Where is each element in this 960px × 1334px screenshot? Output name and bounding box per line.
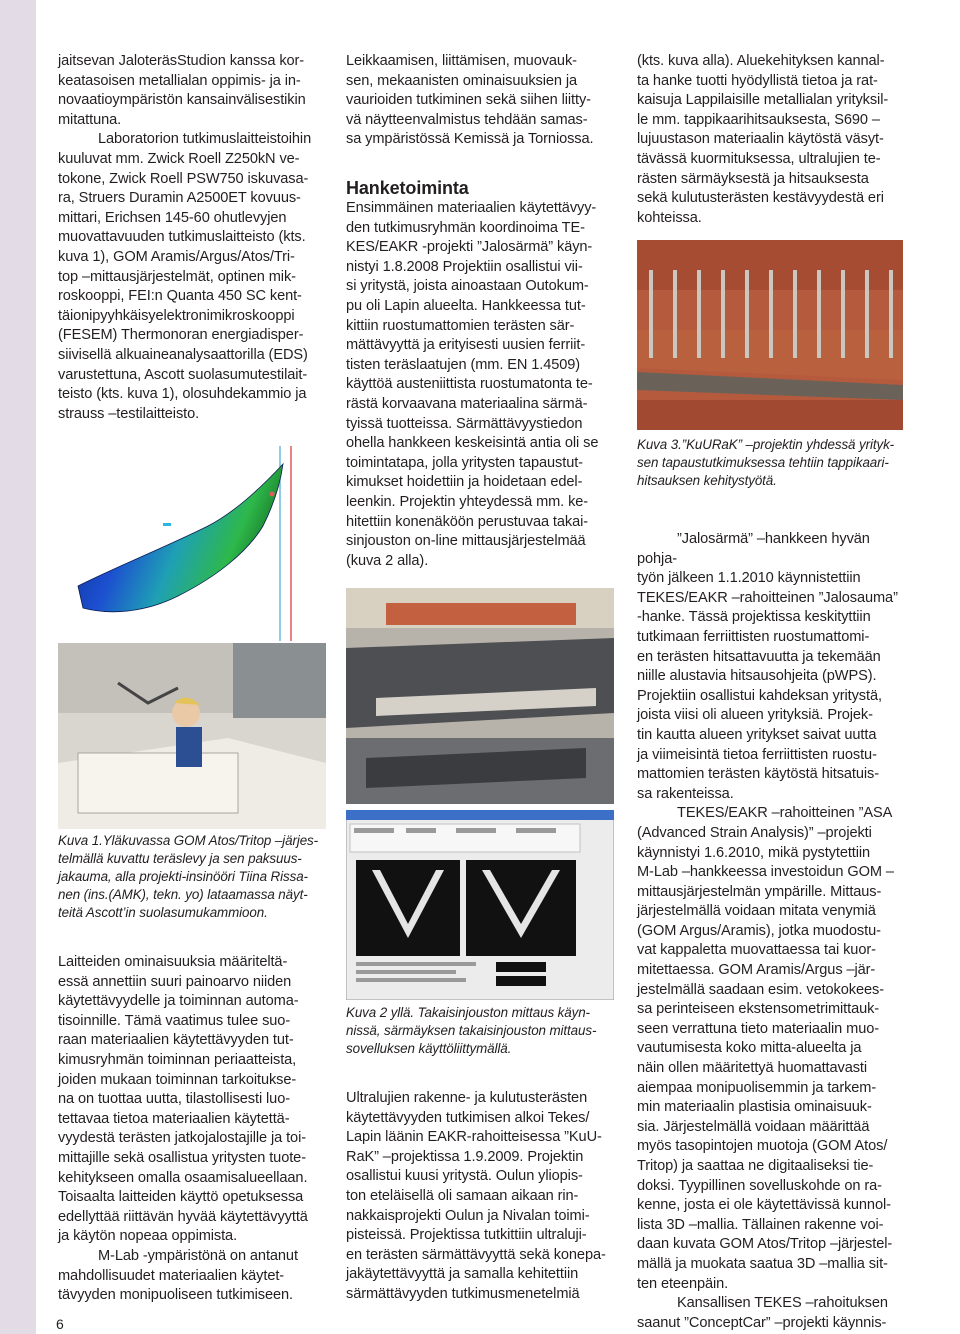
text-line: roskooppi, FEI:n Quanta 450 SC kent- <box>58 288 302 305</box>
text-line: aiempaa monipuolisemmin ja tarkem- <box>637 1079 877 1096</box>
text-line: ta hanke tuotti hyödyllistä tietoa ja rat- <box>637 72 878 89</box>
text-line: ra, Struers Duramin A2500ET kovuus- <box>58 190 301 207</box>
text-line: saanut ”ConceptCar” –projekti käynnis- <box>637 1314 887 1331</box>
text-line: kenne, josta ei ole käytettävissä kunnol- <box>637 1197 891 1214</box>
text-line: mittari, Erichsen 145-60 ohutlevyjen <box>58 209 287 226</box>
text-line: ”Jalosärmä” –hankkeen hyvän pohja- <box>637 531 870 567</box>
text-line: Ensimmäinen materiaalien käytettävyy- <box>346 200 597 216</box>
text-line: sinjouston on-line mittausjärjestelmää <box>346 533 586 550</box>
text-line: edellyttää riittävän hyvää käytettävyyttä <box>58 1208 308 1225</box>
text-line: särmättävyyden tutkimusmenetelmiä <box>346 1285 580 1302</box>
figure-1-caption <box>58 832 326 922</box>
text-line: kittiin ruostumattomien terästen sär- <box>346 317 575 334</box>
text-line: näin ollen määritettyä huomattavasti <box>637 1060 868 1077</box>
text-line: jakäytettävyyttä ja samalla kehitettiin <box>346 1266 579 1283</box>
text-line: vaurioiden tutkiminen sekä siihen liitty- <box>346 92 591 109</box>
text-line: (kuva 2 alla). <box>346 552 429 569</box>
text-line: mitattuna. <box>58 111 122 128</box>
text-line: kuuluvat mm. Zwick Roell Z250kN ve- <box>58 150 300 167</box>
text-line: teisto (kts. kuva 1), olosuhdekammio ja <box>58 386 307 403</box>
text-line: telmällä kuvattu teräslevy ja sen paksuus- <box>58 851 302 866</box>
text-line: ton eteläisellä oli samaan aikaan rin- <box>346 1187 579 1204</box>
text-line: Laboratorion tutkimuslaitteistoihin <box>98 131 312 148</box>
text-line: Ultralujien rakenne- ja kulutusterästen <box>346 1090 588 1106</box>
column-2-mid-text <box>346 199 615 571</box>
text-line: sekä kulutusterästen kestävyydestä eri <box>637 190 884 207</box>
text-line: käytettävyydelle ja toiminnan automa- <box>58 993 299 1010</box>
text-line: mattomien terästen käytöstä hitsatuis- <box>637 766 879 783</box>
text-line: rästä korvaavana materiaalina särmä- <box>346 395 588 412</box>
figure-3-caption <box>637 436 905 490</box>
text-line: toimintatapa, jolla yritysten tapaustut- <box>346 454 583 471</box>
text-line: na on tuottaa uutta, tilastollisesti luo- <box>58 1091 290 1108</box>
text-line: mittajille sekä osallistua yritysten tuote- <box>58 1149 306 1166</box>
text-line: osallistui kuusi yritystä. Oulun yliopis- <box>346 1168 583 1185</box>
text-line: essä annettiin suuri painoarvo niiden <box>58 973 292 990</box>
text-line: TEKES/EAKR –rahoitteinen ”ASA <box>677 805 893 822</box>
text-line: Leikkaamisen, liittämisen, muovauk- <box>346 53 577 69</box>
text-line: työn jälkeen 1.1.2010 käynnistettiin <box>637 570 861 587</box>
text-line: ja käytön nopeaa oppimista. <box>58 1228 238 1245</box>
text-line: kuva 1), GOM Aramis/Argus/Atos/Tri- <box>58 248 295 265</box>
text-line: tyissä tuotteissa. Särmättävyystiedon <box>346 415 583 432</box>
text-line: kohteissa. <box>637 209 702 226</box>
press-brake-photo <box>346 588 614 804</box>
text-line: RaK” –projektissa 1.9.2009. Projektin <box>346 1148 584 1165</box>
text-line: pisteissä. Projektissa tutkittiin ultraluji- <box>346 1227 587 1244</box>
text-line: daan kuvata GOM Atos/Tritop –järjestel- <box>637 1236 893 1253</box>
text-line: kimukset hoidettiin ja hoidetaan edel- <box>346 474 583 491</box>
column-3-bottom-text <box>637 530 905 1333</box>
text-line: tettavaa tietoa materiaalien käytettä- <box>58 1110 290 1127</box>
stud-welding-photo <box>637 240 903 430</box>
text-line: vat kappaletta muovattaessa tai kuor- <box>637 942 876 959</box>
text-line: kaisuja Lappilaisille metallialan yrityksil- <box>637 92 889 109</box>
text-line: keatasoisen metallialan oppimis- ja in- <box>58 72 301 89</box>
text-line: joiden mukaan toiminnan tarkoitukse- <box>58 1071 297 1088</box>
text-line: tin kautta alueen yritykset saivat uutta <box>637 726 877 743</box>
text-line: novaatioympäristön kansainvälisestikin <box>58 92 306 109</box>
text-line: Projektiin osallistui kahdeksan yritystä, <box>637 687 882 704</box>
text-line: min materiaalin plastisia ominaisuuk- <box>637 1099 872 1116</box>
text-line: sa perinteiseen ekstensometrimittauk- <box>637 1001 880 1018</box>
text-line: mittausjärjestelmän ympärille. Mittaus- <box>637 883 882 900</box>
text-line: tutkimaan ferriittisten ruostumattomi- <box>637 628 870 645</box>
text-line: tisoinnille. Tämä vaatimus tulee suo- <box>58 1012 291 1029</box>
text-line: joista viisi oli alueen yrityksiä. Projek- <box>637 707 873 724</box>
text-line: tisten teräslaatujen (mm. EN 1.4509) <box>346 356 581 373</box>
column-1-bottom-text <box>58 953 326 1306</box>
text-line: mättävyyttä ja erityisesti uusien ferriit- <box>346 337 586 354</box>
text-line: nen (ins.(AMK), tekn. yo) lataamassa näyt- <box>58 887 308 902</box>
text-line: myös tasopintojen muotoja (GOM Atos/ <box>637 1138 888 1155</box>
text-line: en terästen särmättävyyttä sekä konepa- <box>346 1246 606 1263</box>
text-line: vautumisesta koko mitta-alueelta ja <box>637 1040 862 1057</box>
text-line: tävässä kuormituksessa, ultralujien te- <box>637 150 881 167</box>
springback-software-screenshot <box>346 810 614 1000</box>
text-line: nakkaisprojekti Oulun ja Nivalan toimi- <box>346 1207 590 1224</box>
text-line: mällä ja muokata saatua 3D –mallia sit- <box>637 1255 888 1272</box>
text-line: niille alustavia hitsausohjeita (pWPS). <box>637 668 877 685</box>
text-line: nistyi 1.8.2008 Projektiin osallistui vii- <box>346 258 583 275</box>
text-line: ten eteenpäin. <box>637 1275 729 1292</box>
text-line: lista 3D –mallia. Tällainen rakenne voi- <box>637 1216 884 1233</box>
text-line: en terästen hitsattavuutta ja tekemään <box>637 648 881 665</box>
text-line: KES/EAKR -projekti ”Jalosärmä” käyn- <box>346 239 593 256</box>
text-line: jestelmällä saadaan esim. vetokokees- <box>637 981 884 998</box>
text-line: täionipyyhkäisyelektronimikroskooppi <box>58 307 295 324</box>
text-line: Kansallisen TEKES –rahoituksen <box>677 1295 888 1312</box>
text-line: lujuustason materiaalin käytöstä väsyt- <box>637 131 884 148</box>
text-line: sa ympäristössä Kemissä ja Torniossa. <box>346 131 594 148</box>
text-line: doksi. Tyypillinen sovelluskohde on ra- <box>637 1177 882 1194</box>
text-line: järjestelmällä voidaan mitata venymiä <box>637 903 876 920</box>
text-line: muovattavuuden tutkimuslaitteisto (kts. <box>58 229 306 246</box>
text-line: käynnistyi 1.6.2010, mikä pystytettiin <box>637 844 871 861</box>
text-line: sovelluksen käyttöliittymällä. <box>346 1041 512 1056</box>
text-line: jaitsevan JaloteräsStudion kanssa kor- <box>58 53 305 69</box>
text-line: le mm. tappikaarihitsauksesta, S690 – <box>637 111 880 128</box>
text-line: M-Lab –hankkeessa investoidun GOM – <box>637 864 894 881</box>
text-line: -hanke. Tässä projektissa keskityttiin <box>637 609 871 626</box>
column-3-top-text <box>637 52 905 228</box>
text-line: pu oli Lapin alueelta. Hankkeessa tut- <box>346 297 586 314</box>
text-line: strauss –testilaitteisto. <box>58 405 200 422</box>
text-line: sia. Järjestelmällä voidaan määrittää <box>637 1118 870 1135</box>
text-line: siivisellä alkuaineanalysaattorilla (EDS) <box>58 346 308 363</box>
text-line: tokone, Zwick Roell PSW750 iskuvasa- <box>58 170 309 187</box>
text-line: den tutkimusryhmän koordinoima TE- <box>346 219 585 236</box>
page-number: 6 <box>56 1316 64 1332</box>
text-line: top –mittausjärjestelmät, optinen mik- <box>58 268 296 285</box>
text-line: vyydestä terästen jatkojalostajille ja toi- <box>58 1130 306 1147</box>
text-line: sen, mekaanisten ominaisuuksien ja <box>346 72 578 89</box>
text-line: sen tapaustutkimuksessa tehtiin tappikaari- <box>637 455 889 470</box>
text-line: tävyyden monipuoliseen tutkimiseen. <box>58 1287 293 1304</box>
text-line: varustettuna, Ascott suolasumutestilait- <box>58 366 308 383</box>
text-line: mitettaessa. GOM Aramis/Argus –jär- <box>637 962 876 979</box>
text-line: si yritystä, joista ainoastaan Outokum- <box>346 278 589 295</box>
figure-2-caption <box>346 1004 615 1058</box>
text-line: M-Lab -ympäristönä on antanut <box>98 1247 298 1264</box>
text-line: kimusryhmän toiminnan periaatteista, <box>58 1051 297 1068</box>
text-line: hitsauksen kehitystyötä. <box>637 473 777 488</box>
text-line: Tritop) ja saattaa ne digitaaliseksi tie- <box>637 1158 874 1174</box>
text-line: (Advanced Strain Analysis)” –projekti <box>637 824 872 841</box>
text-line: vä näytteenvalmistus tehdään samas- <box>346 111 588 128</box>
column-2-bottom-text <box>346 1089 615 1305</box>
page-margin-band <box>0 0 36 1334</box>
column-1-top-text <box>58 52 326 424</box>
text-line: (GOM Argus/Aramis), jotka muodostu- <box>637 922 881 939</box>
text-line: (kts. kuva alla). Aluekehityksen kannal- <box>637 53 885 69</box>
text-line: teitä Ascott’in suolasumukammioon. <box>58 905 268 920</box>
text-line: (FESEM) Thermonoran energiadisper- <box>58 327 304 344</box>
text-line: leenkin. Projektin yhteydessä mm. ke- <box>346 493 589 510</box>
text-line: TEKES/EAKR –rahoitteinen ”Jalosauma” <box>637 589 898 606</box>
text-line: Kuva 1.Yläkuvassa GOM Atos/Tritop –järjes- <box>58 833 318 848</box>
text-line: Kuva 3.”KuURaK” –projektin yhdessä yrityk- <box>637 437 895 452</box>
column-2-top-text <box>346 52 615 150</box>
text-line: sa rakenteissa. <box>637 785 734 802</box>
text-line: ohella hankkeen keskeisintä antia oli se <box>346 435 599 452</box>
text-line: seen verrattuna tieto materiaalin muo- <box>637 1020 879 1037</box>
text-line: Kuva 2 yllä. Takaisinjouston mittaus käyn- <box>346 1005 590 1020</box>
text-line: rästen särmäyksestä ja hitsauksesta <box>637 170 869 187</box>
text-line: nissä, särmäyksen takaisinjouston mittaus- <box>346 1023 597 1038</box>
text-line: raan materiaalien käytettävyyden tut- <box>58 1032 294 1049</box>
text-line: Toisaalta laitteiden käyttö opetuksessa <box>58 1189 304 1206</box>
text-line: käyttöä austeniittista ruostumatonta te- <box>346 376 593 393</box>
text-line: jakauma, alla projekti-insinööri Tiina Rissa- <box>58 869 308 884</box>
text-line: hitettiin konenäköön perustuvaa takai- <box>346 513 589 530</box>
text-line: kehitykseen omalla osaamisalueellaan. <box>58 1169 308 1186</box>
salt-spray-chamber-photo <box>58 643 326 829</box>
text-line: Laitteiden ominaisuuksia määriteltä- <box>58 954 288 970</box>
text-line: Lapin läänin EAKR-rahoitteisessa ”KuU- <box>346 1129 602 1146</box>
text-line: mahdollisuudet materiaalien käytet- <box>58 1267 285 1284</box>
text-line: ja viimeisintä tietoa ferriittisten ruostu- <box>637 746 877 763</box>
section-heading: Hanketoiminta <box>346 178 469 198</box>
text-line: käytettävyyden tutkimisen alkoi Tekes/ <box>346 1109 590 1126</box>
steel-plate-scan-image <box>58 446 326 641</box>
